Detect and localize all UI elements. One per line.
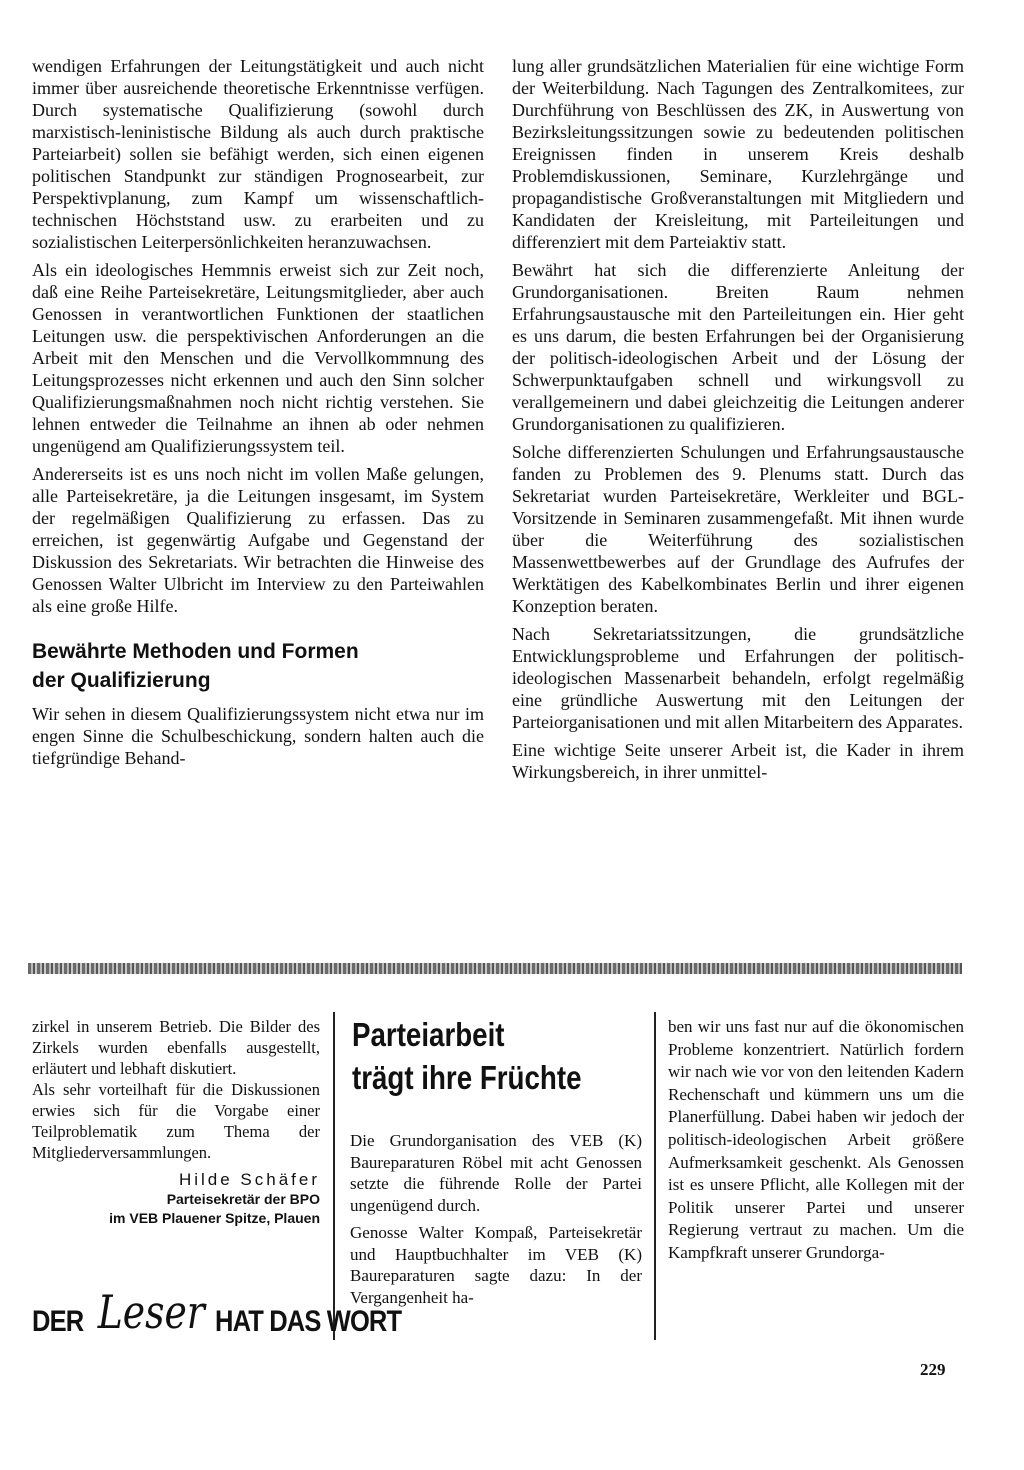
section-heading-line: Bewährte Methoden und Formen [32, 640, 359, 663]
banner-script-text: Leser [98, 1285, 206, 1339]
signature-block [32, 1169, 320, 1228]
headline-line: Parteiarbeit [352, 1016, 505, 1053]
section-divider [28, 963, 962, 974]
paragraph: ben wir uns fast nur auf die ökonomischen Probleme konzentriert. Natürlich fordern wir nach wie vor von den leitenden Kadern Rechenschaft und kümmern uns um die Planerfüllung. Dabei haben wir jedoch der politisch-ideologischen Arbeit größere Aufmerksamkeit geschenkt. Als Genossen ist es unsere Pflicht, alle Kollegen mit der Politik unserer Partei und unserer Regierung vertraut zu machen. Um die Kampfkraft unserer Grundorga- [668, 1017, 964, 1262]
paragraph: Die Grundorganisation des VEB (K) Baureparaturen Röbel mit acht Genossen setzte die führende Rolle der Partei ungenügend durch. [350, 1131, 642, 1215]
paragraph: zirkel in unserem Betrieb. Die Bilder des Zirkels wurden ebenfalls ausgestellt, erläutert und lebhaft diskutiert. [32, 1017, 320, 1078]
column-bottom-left [32, 1016, 320, 1228]
banner-text: DER [32, 1305, 84, 1338]
column-top-left [32, 55, 484, 769]
author-role: im VEB Plauener Spitze, Plauen [109, 1210, 320, 1226]
paragraph: Als ein ideologisches Hemmnis erweist sich zur Zeit noch, daß eine Reihe Parteisekretäre, Leitungsmitglieder, aber auch Genossen in verantwortlichen Funktionen der staatlichen Leitungen usw. die perspektivischen Anforderungen an die Arbeit mit den Menschen und die Vervollkommnung des Leitungsprozesses nicht erkennen und auch den Sinn solcher Qualifizierungsmaßnahmen noch nicht richtig verstehen. Sie lehnen entweder die Teilnahme an ihnen ab oder nehmen ungenügend am Qualifizierungssystem teil. [32, 260, 484, 456]
section-heading [32, 637, 484, 695]
paragraph: Bewährt hat sich die differenzierte Anleitung der Grundorganisationen. Breiten Raum nehmen Erfahrungsaustausche mit den Parteileitungen ein. Hier geht es uns darum, die besten Erfahrungen bei der Organisierung der politisch-ideologischen Arbeit und der Lösung der Schwerpunktaufgaben schnell und wirkungsvoll zu verallgemeinern und dabei gleichzeitig die Leitungen anderer Grundorganisationen zu qualifizieren. [512, 260, 964, 434]
paragraph: Nach Sekretariatssitzungen, die grundsätzliche Entwicklungsprobleme und Erfahrungen der politisch-ideologischen Massenarbeit behandeln, erfolgt regelmäßig eine gründliche Auswertung mit den Leitungen der Parteiorganisationen und mit allen Mitarbeitern des Apparates. [512, 624, 964, 732]
column-bottom-right [668, 1016, 964, 1265]
section-heading-line: der Qualifizierung [32, 669, 211, 692]
headline-line: trägt ihre Früchte [352, 1059, 582, 1096]
paragraph: wendigen Erfahrungen der Leitungstätigkeit und auch nicht immer über ausreichende theoretische Erkenntnisse verfügen. Durch systematische Qualifizierung (sowohl durch marxistisch-leninistische Bildung als auch durch praktische Parteiarbeit) sollen sie befähigt werden, sich einen eigenen politischen Standpunkt zur ständigen Prognosearbeit, zur Perspektivplanung, zum Kampf um wissenschaftlich-technischen Höchststand usw. zu erarbeiten und zu sozialistischen Leiterpersönlichkeiten heranzuwachsen. [32, 56, 484, 252]
paragraph: lung aller grundsätzlichen Materialien für eine wichtige Form der Weiterbildung. Nach Tagungen des Zentralkomitees, zur Durchführung von Beschlüssen des ZK, in Auswertung von Bezirksleitungssitzungen sowie zu bedeutenden politischen Ereignissen finden in unserem Kreis deshalb Problemdiskussionen, Seminare, Kurzlehrgänge und propagandistische Großveranstaltungen mit Mitgliedern und Kandidaten der Kreisleitung, mit Parteileitungen und differenziert mit dem Parteiaktiv statt. [512, 56, 964, 252]
reader-banner [32, 1285, 434, 1341]
author-role: Parteisekretär der BPO [166, 1191, 320, 1207]
paragraph: Andererseits ist es uns noch nicht im vollen Maße gelungen, alle Parteisekretäre, ja die Leitungen insgesamt, im System der regelmäßigen Qualifizierung zu erfassen. Das zu erreichen, ist gegenwärtig Aufgabe und Gegenstand der Diskussion des Sekretariats. Wir betrachten die Hinweise des Genossen Walter Ulbricht im Interview zu den Parteiwahlen als eine große Hilfe. [32, 464, 484, 616]
page-number: 229 [920, 1360, 946, 1379]
article-headline [352, 1013, 596, 1099]
paragraph: Eine wichtige Seite unserer Arbeit ist, die Kader in ihrem Wirkungsbereich, in ihrer unmittel- [512, 740, 964, 782]
column-rule [333, 1012, 335, 1340]
banner-text: HAT DAS WORT [214, 1305, 402, 1338]
paragraph: Wir sehen in diesem Qualifizierungssystem nicht etwa nur im engen Sinne die Schulbeschickung, sondern halten auch die tiefgründige Behand- [32, 704, 484, 768]
paragraph: Genosse Walter Kompaß, Parteisekretär und Hauptbuchhalter im VEB (K) Baureparaturen sagte dazu: In der Vergangenheit ha- [350, 1223, 642, 1307]
column-bottom-middle [350, 1130, 642, 1308]
column-top-right [512, 55, 964, 783]
author-name: Hilde Schäfer [178, 1170, 320, 1189]
column-rule [654, 1012, 656, 1340]
paragraph: Solche differenzierten Schulungen und Erfahrungsaustausche fanden zu Problemen des 9. Plenums statt. Durch das Sekretariat wurden Parteisekretäre, Werkleiter und BGL-Vorsitzende in Seminaren zusammengefaßt. Mit ihnen wurde über die Weiterführung des sozialistischen Massenwettbewerbes auf der Grundlage des Aufrufes der Werktätigen des Kabelkombinates Berlin und ihrer eigenen Konzeption beraten. [512, 442, 964, 616]
paragraph: Als sehr vorteilhaft für die Diskussionen erwies sich für die Vorgabe einer Teilproblematik zum Thema der Mitgliederversammlungen. [32, 1080, 320, 1162]
